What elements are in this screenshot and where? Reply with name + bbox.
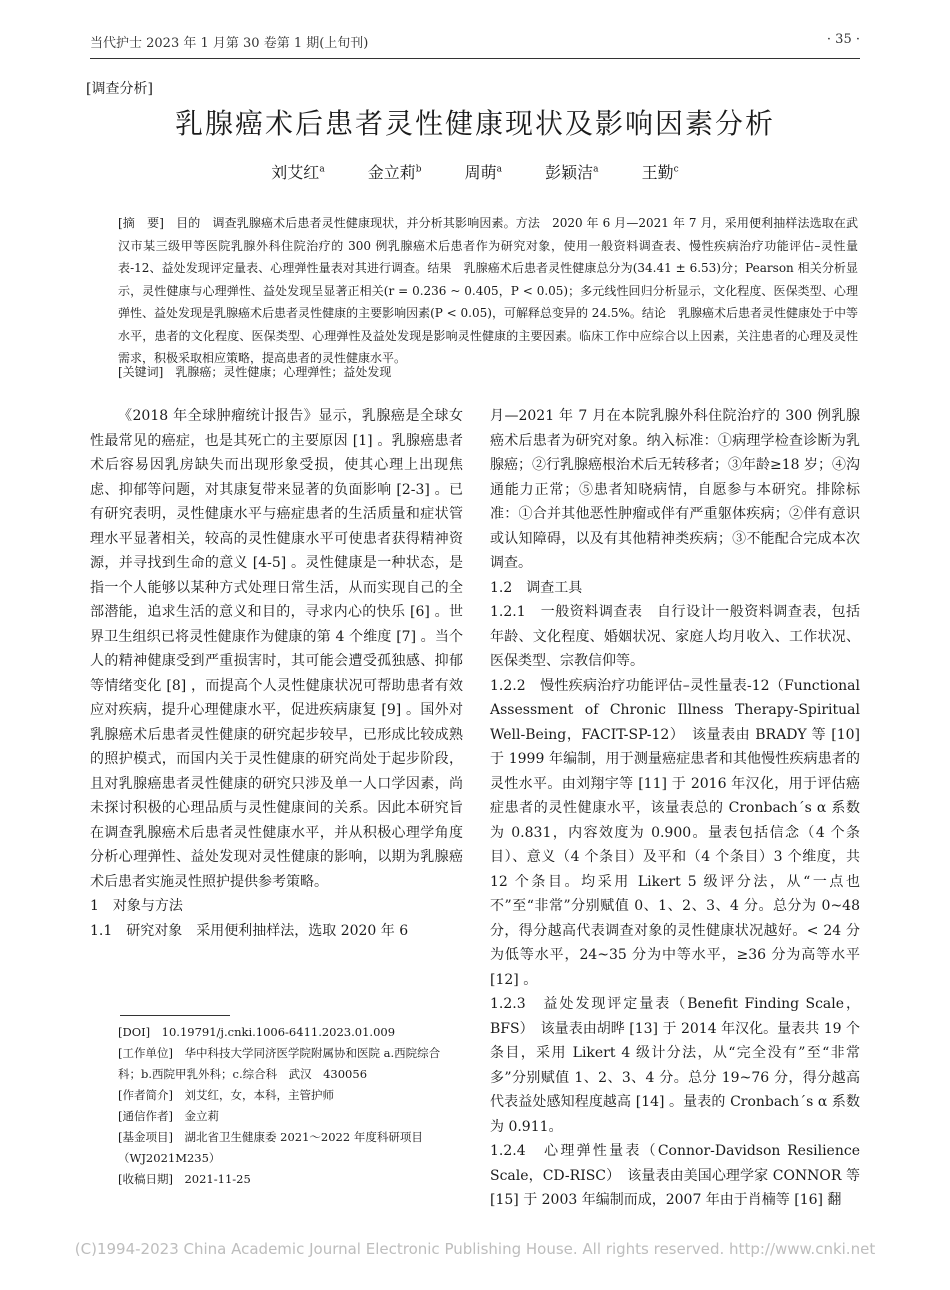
header-rule	[90, 58, 860, 59]
page-number: · 35 ·	[826, 32, 860, 47]
section-tag: [调查分析]	[86, 81, 153, 97]
journal-issue: 当代护士 2023 年 1 月第 30 卷第 1 期(上旬刊)	[90, 36, 369, 51]
author: 金立莉$^b$	[367, 163, 422, 182]
author: 周萌$^a$	[464, 163, 503, 182]
abstract: [摘 要] 目的 调查乳腺癌术后患者灵性健康现状，并分析其影响因素。方法 2020 年 6 月—2021 年 7 月，采用便利抽样法选取在武汉市某三级甲等医院乳腺外科住院治疗的 300 例乳腺癌术后患者作为研究对象，使用一般资料调查表、慢性疾病治疗功能评估–灵性量表-12、益处发现评定量表、心理弹性量表对其进行调查。结果 乳腺癌术后患者灵性健康总分为(34.41 ± 6.53)分；Pearson 相关分析显示，灵性健康与心理弹性、益处发现呈显著正相关(r = 0.236 ~ 0.405，P < 0.05)；多元线性回归分析显示，文化程度、医保类型、心理弹性、益处发现是乳腺癌术后患者灵性健康的主要影响因素(P < 0.05)，可解释总变异的 24.5%。结论 乳腺癌术后患者灵性健康处于中等水平，患者的文化程度、医保类型、心理弹性及益处发现是影响灵性健康的主要因素。临床工作中应综合以上因素，关注患者的心理及灵性需求，积极采取相应策略，提高患者的灵性健康水平。	[118, 216, 858, 365]
footnote-doi: [DOI] 10.19791/j.cnki.1006-6411.2023.01.009	[118, 1025, 396, 1039]
running-header	[90, 32, 860, 54]
footnote-author-bio: [作者简介] 刘艾红，女，本科，主管护师	[118, 1088, 334, 1102]
section-heading: 1.2 调查工具	[490, 579, 583, 596]
copyright-notice: (C)1994-2023 China Academic Journal Electronic Publishing House. All rights reserved. http://www.cnki.net	[74, 1240, 876, 1258]
subjects-paragraph: 月—2021 年 7 月在本院乳腺外科住院治疗的 300 例乳腺癌术后患者为研究对象。纳入标准：①病理学检查诊断为乳腺癌；②行乳腺癌根治术后无转移者；③年龄≥18 岁；④沟通能力正常；⑤患者知晓病情，自愿参与本研究。排除标准：①合并其他恶性肿瘤或伴有严重躯体疾病；②伴有意识或认知障碍，以及有其他精神类疾病；③不能配合完成本次调查。	[490, 408, 860, 571]
footnotes	[118, 1022, 463, 1190]
body-right-column	[490, 404, 860, 1213]
intro-paragraph: 《2018 年全球肿瘤统计报告》显示，乳腺癌是全球女性最常见的癌症，也是其死亡的主要原因 [1] 。乳腺癌患者术后容易因乳房缺失而出现形象受损，使其心理上出现焦虑、抑郁等问题，对其康复带来显著的负面影响 [2-3] 。已有研究表明，灵性健康水平与癌症患者的生活质量和症状管理水平显著相关，较高的灵性健康水平可使患者获得精神资源，并寻找到生命的意义 [4-5] 。灵性健康是一种状态，是指一个人能够以某种方式处理日常生活，从而实现自己的全部潜能，追求生活的意义和目的，寻求内心的快乐 [6] 。世界卫生组织已将灵性健康作为健康的第 4 个维度 [7] 。当个人的精神健康受到严重损害时，其可能会遭受孤独感、抑郁等情绪变化 [8] ，而提高个人灵性健康状况可帮助患者有效应对疾病，提升心理健康水平，促进疾病康复 [9] 。国外对乳腺癌术后患者灵性健康的研究起步较早，已形成比较成熟的照护模式，而国内关于灵性健康的研究尚处于起步阶段，且对乳腺癌患者灵性健康的研究只涉及单一人口学因素，尚未探讨积极的心理品质与灵性健康间的关系。因此本研究旨在调查乳腺癌术后患者灵性健康水平，并从积极心理学角度分析心理弹性、益处发现对灵性健康的影响，以期为乳腺癌术后患者实施灵性照护提供参考策略。	[90, 408, 463, 890]
tool-paragraph: 1.2.1 一般资料调查表 自行设计一般资料调查表，包括年龄、文化程度、婚姻状况、家庭人均月收入、工作状况、医保类型、宗教信仰等。	[490, 604, 860, 669]
subsection-paragraph: 1.1 研究对象 采用便利抽样法，选取 2020 年 6	[90, 922, 409, 939]
footnote-corresponding: [通信作者] 金立莉	[118, 1109, 219, 1123]
footnote-received: [收稿日期] 2021-11-25	[118, 1172, 251, 1186]
article-title: 乳腺癌术后患者灵性健康现状及影响因素分析	[174, 107, 775, 140]
footnote-rule	[120, 1015, 230, 1016]
author-list	[0, 160, 950, 183]
keywords: [关键词] 乳腺癌；灵性健康；心理弹性；益处发现	[118, 365, 392, 379]
body-left-column	[90, 404, 463, 943]
section-heading: 1 对象与方法	[90, 898, 183, 914]
tool-paragraph: 1.2.4 心理弹性量表（Connor-Davidson Resilience Scale，CD-RISC） 该量表由美国心理学家 CONNOR 等 [15] 于 2003 年编制而成，2007 年由于肖楠等 [16] 翻	[490, 1143, 860, 1208]
footnote-fund: [基金项目] 湖北省卫生健康委 2021～2022 年度科研项目（WJ2021M235）	[118, 1130, 423, 1165]
tool-paragraph: 1.2.3 益处发现评定量表（Benefit Finding Scale，BFS） 该量表由胡晔 [13] 于 2014 年汉化。量表共 19 个条目，采用 Likert 4 级计分法，从“完全没有”至“非常多”分别赋值 1、2、3、4 分。总分 19~76 分，得分越高代表益处感知程度越高 [14] 。量表的 Cronbach´s α 系数为 0.911。	[490, 996, 860, 1135]
footnote-affiliation: [工作单位] 华中科技大学同济医学院附属协和医院 a.西院综合科；b.西院甲乳外科；c.综合科 武汉 430056	[118, 1046, 441, 1081]
author: 彭颖洁$^a$	[545, 163, 599, 182]
tool-paragraph: 1.2.2 慢性疾病治疗功能评估–灵性量表-12（Functional Assessment of Chronic Illness Therapy-Spiritual Well-Being，FACIT-SP-12） 该量表由 BRADY 等 [10] 于 1999 年编制，用于测量癌症患者和其他慢性疾病患者的灵性水平。由刘翔宇等 [11] 于 2016 年汉化，用于评估癌症患者的灵性健康水平，该量表总的 Cronbach´s α 系数为 0.831，内容效度为 0.900。量表包括信念（4 个条目）、意义（4 个条目）及平和（4 个条目）3 个维度，共 12 个条目。均采用 Likert 5 级评分法，从“一点也不”至“非常”分别赋值 0、1、2、3、4 分。总分为 0~48 分，得分越高代表调查对象的灵性健康状况越好。< 24 分为低等水平，24~35 分为中等水平，≥36 分为高等水平 [12] 。	[490, 677, 860, 988]
author: 王勤$^c$	[641, 163, 679, 182]
author: 刘艾红$^a$	[271, 163, 325, 182]
